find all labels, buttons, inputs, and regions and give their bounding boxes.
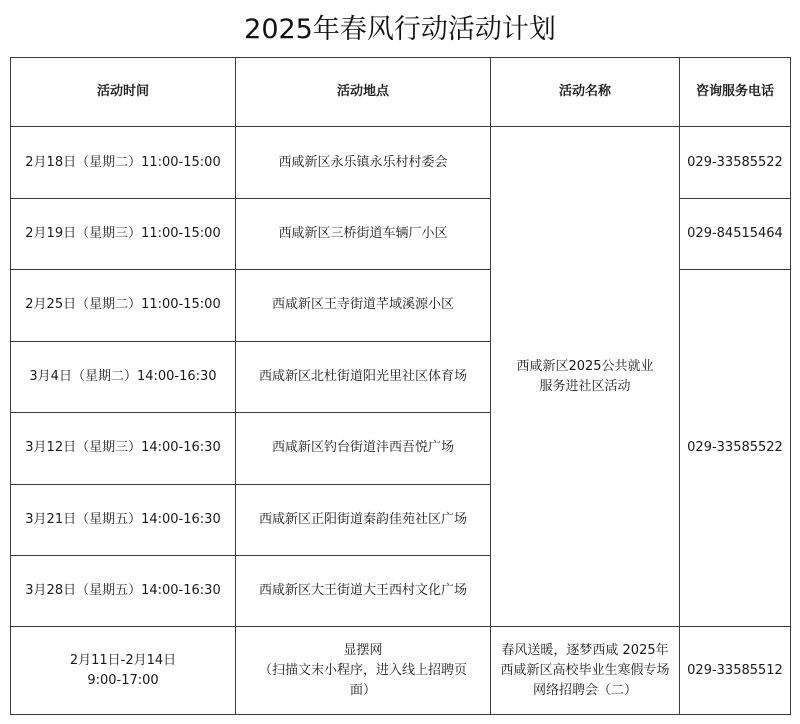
cell-phone: 029-33585512 [680,627,791,715]
header-phone: 咨询服务电话 [680,58,791,127]
cell-location: 西咸新区钓台街道沣西吾悦广场 [236,413,491,484]
page-title: 2025年春风行动活动计划 [244,14,556,45]
activity-name-line: 网络招聘会（二） [532,682,637,698]
table-row-online [11,627,791,715]
activity-name-line: 春风送暖，逐梦西咸 2025年 [501,642,669,658]
cell-activity-name [491,627,680,715]
cell-location [236,627,491,715]
cell-time [11,627,236,715]
time-line: 9:00-17:00 [87,672,159,688]
location-line: （扫描文末小程序，进入线上招聘页 [258,662,467,678]
cell-location: 西咸新区北杜街道阳光里社区体育场 [236,341,491,412]
cell-time: 2月19日（星期三）11:00-15:00 [11,198,236,269]
cell-location: 西咸新区永乐镇永乐村村委会 [236,127,491,198]
location-line: 面） [349,682,376,698]
location-line: 显摆网 [343,642,383,658]
cell-time: 3月12日（星期三）14:00-16:30 [11,413,236,484]
cell-location: 西咸新区王寺街道芊域溪源小区 [236,270,491,341]
table-header-row [11,58,791,127]
header-name: 活动名称 [491,58,680,127]
table-row [11,127,791,198]
cell-time: 2月25日（星期二）11:00-15:00 [11,270,236,341]
activity-name-line: 服务进社区活动 [539,378,631,394]
activity-name-line: 西咸新区2025公共就业 [516,358,654,374]
header-time: 活动时间 [11,58,236,127]
cell-location: 西咸新区大王街道大王西村文化广场 [236,555,491,626]
cell-phone: 029-33585522 [680,127,791,198]
activity-name-line: 西咸新区高校毕业生寒假专场 [500,662,670,678]
cell-time: 3月4日（星期二）14:00-16:30 [11,341,236,412]
cell-location: 西咸新区正阳街道秦韵佳苑社区广场 [236,484,491,555]
cell-time: 2月18日（星期二）11:00-15:00 [11,127,236,198]
cell-phone: 029-84515464 [680,198,791,269]
cell-time: 3月28日（星期五）14:00-16:30 [11,555,236,626]
cell-time: 3月21日（星期五）14:00-16:30 [11,484,236,555]
header-location: 活动地点 [236,58,491,127]
cell-activity-name-merged [491,127,680,627]
activity-schedule-table [10,57,791,715]
cell-location: 西咸新区三桥街道车辆厂小区 [236,198,491,269]
cell-phone-merged: 029-33585522 [680,270,791,627]
time-line: 2月11日-2月14日 [69,652,177,668]
